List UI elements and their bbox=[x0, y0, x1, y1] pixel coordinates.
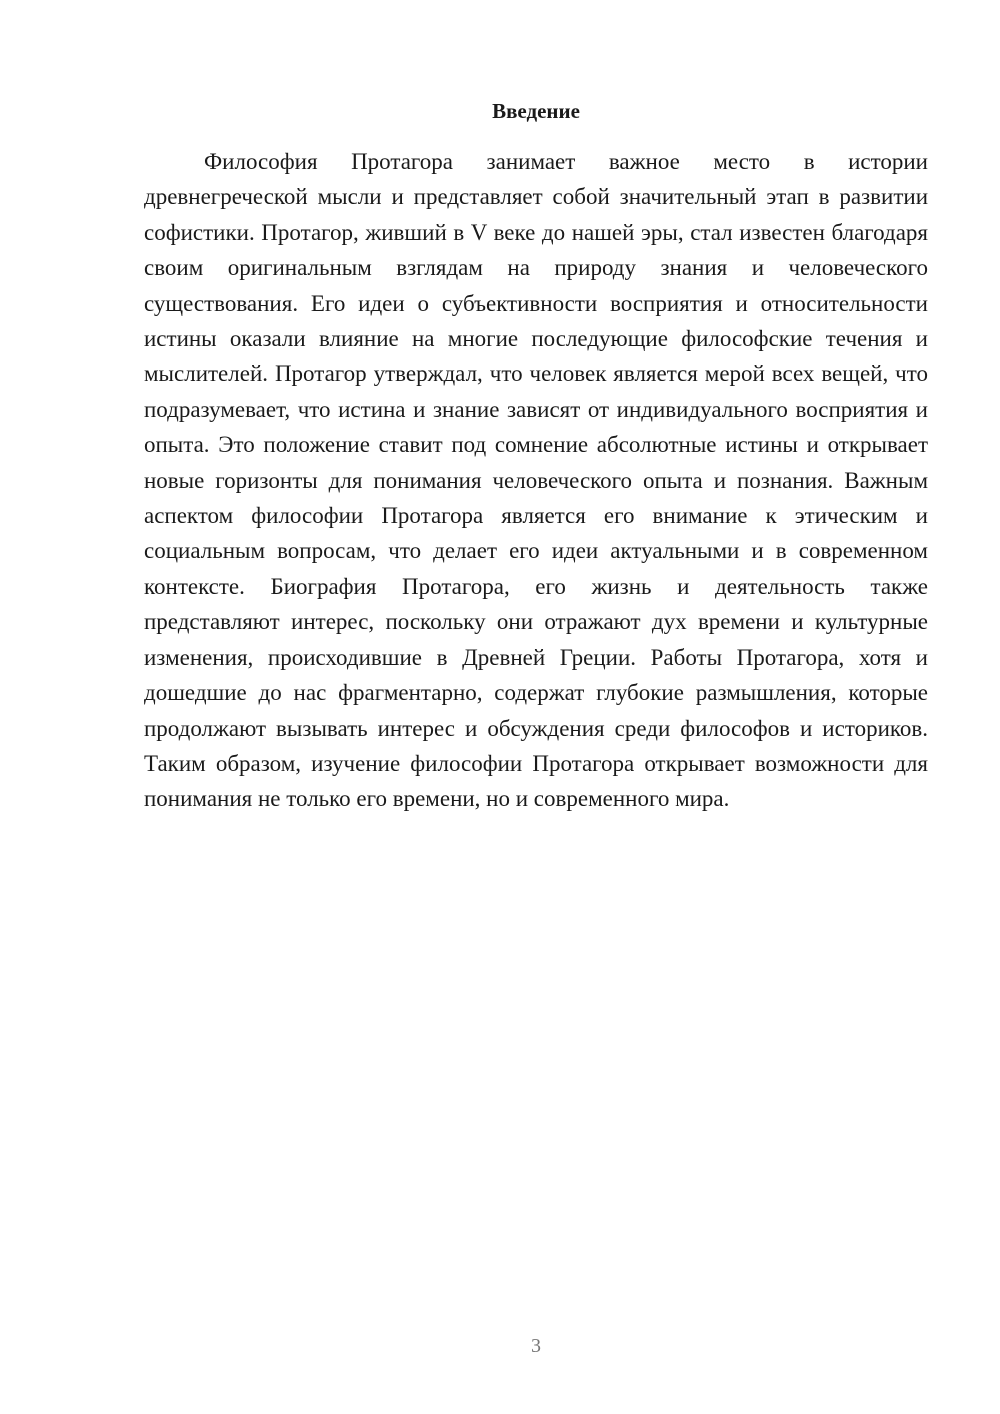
body-paragraph: Философия Протагора занимает важное место в истории древнегреческой мысли и представляет собой значительный этап в развитии софистики. Протагор, живший в V веке до нашей эры, стал известен благодаря своим оригинальным взглядам на природу знания и человеческого существования. Его идеи о субъективности восприятия и относительности истины оказали влияние на многие последующие философские течения и мыслителей. Протагор утверждал, что человек является мерой всех вещей, что подразумевает, что истина и знание зависят от индивидуального восприятия и опыта. Это положение ставит под сомнение абсолютные истины и открывает новые горизонты для понимания человеческого опыта и познания. Важным аспектом философии Протагора является его внимание к этическим и социальным вопросам, что делает его идеи актуальными и в современном контексте. Биография Протагора, его жизнь и деятельность также представляют интерес, поскольку они отражают дух времени и культурные изменения, происходившие в Древней Греции. Работы Протагора, хотя и дошедшие до нас фрагментарно, содержат глубокие размышления, которые продолжают вызывать интерес и обсуждения среди философов и историков. Таким образом, изучение философии Протагора открывает возможности для понимания не только его времени, но и современного мира. bbox=[144, 149, 928, 812]
page-number: 3 bbox=[531, 1335, 541, 1357]
section-heading: Введение bbox=[492, 99, 580, 123]
